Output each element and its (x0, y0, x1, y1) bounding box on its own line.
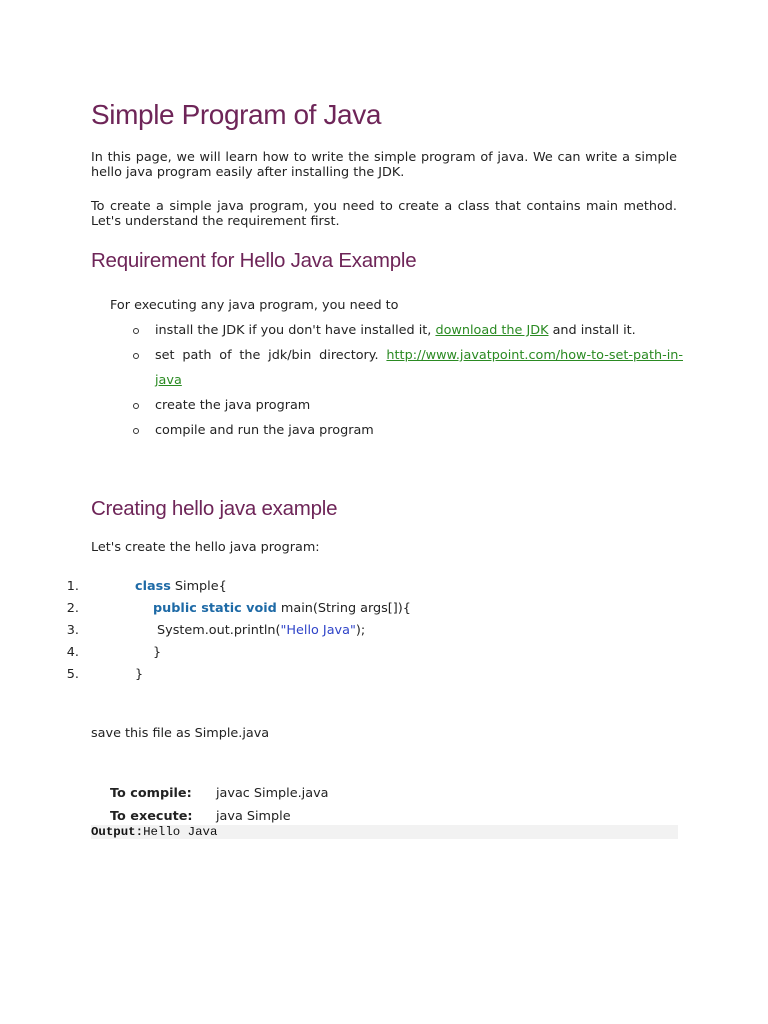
list-item-text: create the java program (155, 398, 311, 413)
code-plain: ); (355, 623, 366, 638)
list-item (133, 343, 683, 393)
compile-command: javac Simple.java (216, 786, 329, 801)
code-text (153, 642, 161, 664)
list-item (133, 318, 683, 343)
compile-row (110, 786, 510, 801)
list-item (133, 418, 683, 443)
page-title: Simple Program of Java (91, 99, 381, 130)
code-line (0, 664, 768, 686)
list-item-text: install the JDK if you don't have installed it, (155, 323, 436, 338)
list-bullet-icon (133, 428, 139, 434)
code-text (157, 620, 365, 642)
line-number: 2. (66, 601, 79, 616)
code-keyword: class (135, 579, 171, 594)
section-heading-requirement: Requirement for Hello Java Example (91, 249, 417, 272)
list-bullet-icon (133, 403, 139, 409)
list-item-text: and install it. (548, 323, 636, 338)
code-plain: Simple{ (170, 579, 227, 594)
code-plain: System.out.println( (157, 623, 281, 638)
list-item-text: compile and run the java program (155, 423, 374, 438)
intro-paragraph (91, 150, 677, 180)
code-text (135, 664, 143, 686)
code-line (0, 642, 768, 664)
code-plain: } (153, 645, 162, 660)
code-plain: main(String args[]){ (276, 601, 411, 616)
intro-paragraph (91, 199, 677, 229)
code-text (135, 576, 227, 598)
code-keyword: public static void (153, 601, 277, 616)
paragraph-line: In this page, we will learn how to write the simple program of java. We can write a simple (91, 150, 677, 165)
line-number: 3. (66, 623, 79, 638)
code-listing (0, 576, 768, 686)
list-bullet-icon (133, 353, 139, 359)
paragraph-line: hello java program easily after installing the JDK. (91, 165, 405, 180)
execute-row (110, 809, 510, 824)
execute-command: java Simple (216, 809, 291, 824)
code-text (153, 598, 411, 620)
list-item-text: set path of the jdk/bin directory. (155, 348, 387, 363)
list-bullet-icon (133, 328, 139, 334)
list-item-line (155, 343, 683, 368)
code-line (0, 576, 768, 598)
output-line (91, 825, 678, 839)
execute-label: To execute: (110, 809, 193, 824)
output-label: Output: (91, 825, 144, 839)
download-jdk-link[interactable]: download the JDK (435, 323, 549, 338)
output-value: Hello Java (143, 825, 218, 839)
code-line (0, 620, 768, 642)
line-number: 5. (66, 667, 79, 682)
list-item-line (155, 368, 683, 393)
code-plain: } (135, 667, 144, 682)
save-instruction: save this file as Simple.java (91, 726, 270, 741)
paragraph-line: To create a simple java program, you need to create a class that contains main method. (91, 199, 677, 214)
section-heading-creating: Creating hello java example (91, 497, 338, 520)
set-path-link-continued[interactable]: java (155, 373, 182, 388)
compile-label: To compile: (110, 786, 192, 801)
requirement-list (133, 318, 683, 443)
code-line (0, 598, 768, 620)
list-item (133, 393, 683, 418)
set-path-link[interactable]: http://www.javatpoint.com/how-to-set-path-in- (386, 348, 683, 363)
line-number: 4. (66, 645, 79, 660)
requirement-intro: For executing any java program, you need to (110, 298, 399, 313)
paragraph-line: Let's understand the requirement first. (91, 214, 340, 229)
line-number: 1. (66, 579, 79, 594)
code-intro: Let's create the hello java program: (91, 540, 320, 555)
code-string: "Hello Java" (280, 623, 356, 638)
